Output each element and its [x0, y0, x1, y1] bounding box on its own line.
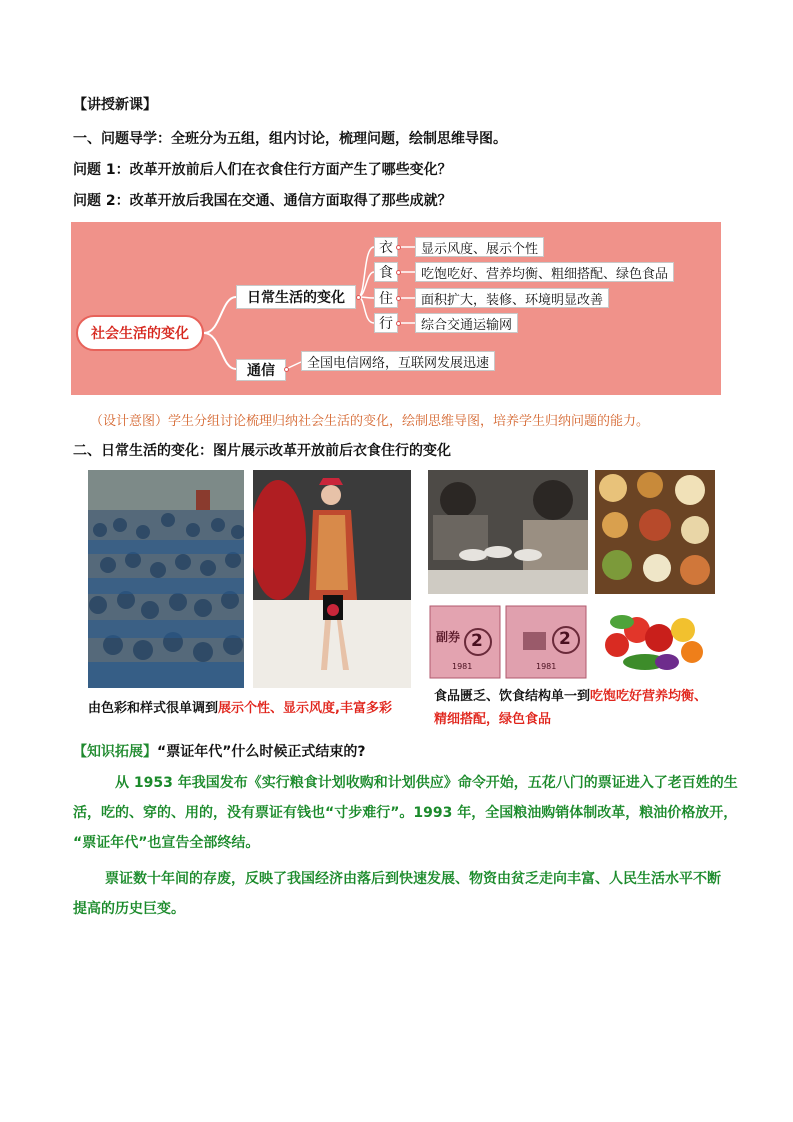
- ticket-number-left: 2: [471, 631, 483, 651]
- leaf-food: 吃饱吃好、营养均衡、粗细搭配、绿色食品: [415, 262, 674, 282]
- paragraph-1-line-1: 从 1953 年我国发布《实行粮食计划收购和计划供应》命令开始，五花八门的票证进入了老百姓的生: [115, 775, 738, 791]
- knowledge-question: “票证年代”什么时候正式结束的?: [157, 744, 366, 760]
- paragraph-2-line-2: 提高的历史巨变。: [73, 901, 185, 917]
- mind-map: [71, 222, 721, 395]
- paragraph-2-line-1: 票证数十年间的存废，反映了我国经济由落后到快速发展、物资由贫乏走向丰富、人民生活水平不断: [105, 871, 721, 887]
- mind-map-root: 社会生活的变化: [76, 315, 204, 351]
- leaf-transport: 综合交通运输网: [415, 313, 518, 333]
- branch-communication: 通信: [236, 359, 286, 381]
- clothing-caption-highlight: 展示个性、显示风度,丰富多彩: [218, 701, 392, 716]
- category-clothing: 衣: [374, 237, 398, 257]
- section-2-heading: 二、日常生活的变化：图片展示改革开放前后衣食住行的变化: [73, 443, 451, 459]
- category-transport: 行: [374, 313, 398, 333]
- category-dot: [396, 270, 401, 275]
- old-dining-photo: [428, 470, 588, 594]
- question-1: 问题 1：改革开放前后人们在衣食住行方面产生了哪些变化？: [73, 162, 452, 178]
- section-heading: 【讲授新课】: [73, 97, 157, 113]
- dining-illustration: [428, 470, 588, 594]
- food-caption: [434, 686, 707, 708]
- leaf-clothing: 显示风度、展示个性: [415, 237, 544, 257]
- vegetables-photo: [597, 600, 709, 682]
- clothing-caption-plain: 由色彩和样式很单调到: [88, 701, 219, 716]
- knowledge-paragraph-1: [73, 768, 738, 858]
- knowledge-paragraph-2: [73, 864, 723, 924]
- branch-dot: [284, 367, 289, 372]
- branch-daily-life: 日常生活的变化: [236, 285, 356, 309]
- ticket-year-right: 1981: [536, 662, 557, 671]
- crowd-illustration: [88, 470, 244, 688]
- clothing-caption: [88, 698, 392, 720]
- leaf-communication: 全国电信网络，互联网发展迅速: [301, 351, 495, 371]
- paragraph-1-line-2: 活，吃的、穿的、用的，没有票证有钱也“寸步难行”。1993 年，全国粮油购销体制改革，粮油价格放开，: [73, 805, 738, 821]
- intro-line: 一、问题导学：全班分为五组，组内讨论，梳理问题，绘制思维导图。: [73, 131, 507, 147]
- ticket-number-right: 2: [559, 629, 571, 649]
- category-dot: [396, 321, 401, 326]
- runway-illustration: [253, 470, 411, 688]
- food-caption-highlight-1: 吃饱吃好营养均衡、: [590, 689, 708, 704]
- crowd-photo: [88, 470, 244, 688]
- leaf-housing: 面积扩大，装修、环境明显改善: [415, 288, 609, 308]
- knowledge-label: 【知识拓展】: [73, 744, 157, 760]
- runway-photo: [253, 470, 411, 688]
- question-2: 问题 2：改革开放后我国在交通、通信方面取得了那些成就？: [73, 193, 452, 209]
- paragraph-1-line-3: “票证年代”也宣告全部终结。: [73, 835, 260, 851]
- category-dot: [396, 245, 401, 250]
- food-spread-photo: [595, 470, 715, 594]
- food-illustration: [595, 470, 715, 594]
- branch-dot: [356, 295, 361, 300]
- ticket-label: 副券: [436, 630, 461, 644]
- ticket-year-left: 1981: [452, 662, 473, 671]
- category-housing: 住: [374, 288, 398, 308]
- ration-ticket-photo: [428, 602, 588, 682]
- food-caption-plain: 食品匮乏、饮食结构单一到: [434, 689, 591, 704]
- design-note: （设计意图）学生分组讨论梳理归纳社会生活的变化，绘制思维导图，培养学生归纳问题的能力。: [90, 414, 650, 429]
- food-caption-highlight-2: 精细搭配，绿色食品: [434, 712, 552, 727]
- vegetables-illustration: [597, 600, 709, 682]
- category-food: 食: [374, 262, 398, 282]
- category-dot: [396, 296, 401, 301]
- knowledge-header: [73, 742, 366, 762]
